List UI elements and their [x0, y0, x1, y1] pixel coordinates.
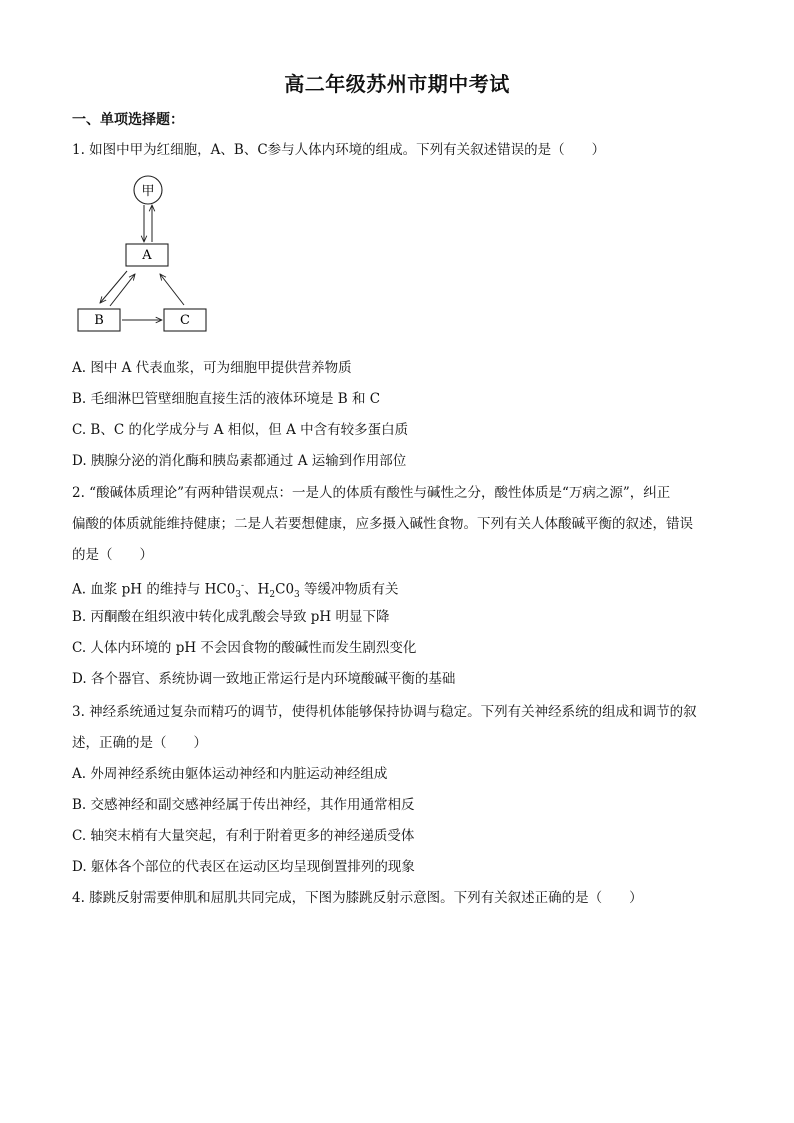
q2-option-a-sub2: 2 [269, 590, 276, 601]
q3-option-d: D. 躯体各个部位的代表区在运动区均呈现倒置排列的现象 [72, 859, 415, 875]
q2-option-c: C. 人体内环境的 pH 不会因食物的酸碱性而发生剧烈变化 [72, 640, 417, 656]
q2-stem-line1: 2. “酸碱体质理论”有两种错误观点：一是人的体质有酸性与碱性之分，酸性体质是“万病之源”，纠正 [72, 485, 671, 501]
q1-option-c: C. B、C 的化学成分与 A 相似，但 A 中含有较多蛋白质 [72, 422, 409, 438]
q1-stem: 1. 如图中甲为红细胞，A、B、C参与人体内环境的组成。下列有关叙述错误的是（ ） [72, 142, 606, 158]
q2-option-a [72, 576, 399, 605]
q1-diagram [72, 170, 222, 338]
q4-stem: 4. 膝跳反射需要伸肌和屈肌共同完成，下图为膝跳反射示意图。下列有关叙述正确的是（ ） [72, 890, 643, 906]
node-b-label: B [94, 313, 104, 328]
q2-stem-line3: 的是（ ） [72, 547, 153, 563]
section-heading: 一、单项选择题： [72, 112, 184, 128]
q2-option-d: D. 各个器官、系统协调一致地正常运行是内环境酸碱平衡的基础 [72, 671, 456, 687]
node-c-label: C [180, 313, 190, 328]
q3-option-b: B. 交感神经和副交感神经属于传出神经，其作用通常相反 [72, 797, 415, 813]
q3-option-c: C. 轴突末梢有大量突起，有利于附着更多的神经递质受体 [72, 828, 415, 844]
q2-option-a-text-4: 等缓冲物质有关 [299, 581, 399, 598]
q3-option-a: A. 外周神经系统由躯体运动神经和内脏运动神经组成 [72, 766, 388, 782]
q2-option-b: B. 丙酮酸在组织液中转化成乳酸会导致 pH 明显下降 [72, 609, 390, 625]
arrow-b-to-a [110, 274, 135, 306]
q1-option-d: D. 胰腺分泌的消化酶和胰岛素都通过 A 运输到作用部位 [72, 453, 407, 469]
q2-option-a-text-2: 、H [244, 581, 270, 598]
q2-option-a-sup1: - [241, 581, 245, 591]
node-a-label: A [142, 248, 152, 263]
page-title: 高二年级苏州市期中考试 [284, 72, 510, 96]
q3-stem-line1: 3. 神经系统通过复杂而精巧的调节，使得机体能够保持协调与稳定。下列有关神经系统的组成和调节的叙 [72, 704, 697, 720]
arrow-c-to-a [160, 274, 184, 305]
q2-stem-line2: 偏酸的体质就能维持健康；二是人若要想健康，应多摄入碱性食物。下列有关人体酸碱平衡的叙述，错误 [72, 516, 693, 532]
q1-option-b: B. 毛细淋巴管壁细胞直接生活的液体环境是 B 和 C [72, 391, 381, 407]
q2-option-a-sub3: 3 [294, 590, 300, 601]
node-jia-label: 甲 [141, 184, 155, 199]
q2-option-a-text-3: C0 [275, 581, 295, 598]
q2-option-a-text-1: A. 血浆 pH 的维持与 HC0 [72, 581, 236, 598]
q2-option-a-sub1: 3 [235, 590, 242, 601]
q3-stem-line2: 述，正确的是（ ） [72, 735, 207, 751]
arrow-a-to-b [100, 271, 127, 303]
q1-option-a: A. 图中 A 代表血浆，可为细胞甲提供营养物质 [72, 360, 352, 376]
